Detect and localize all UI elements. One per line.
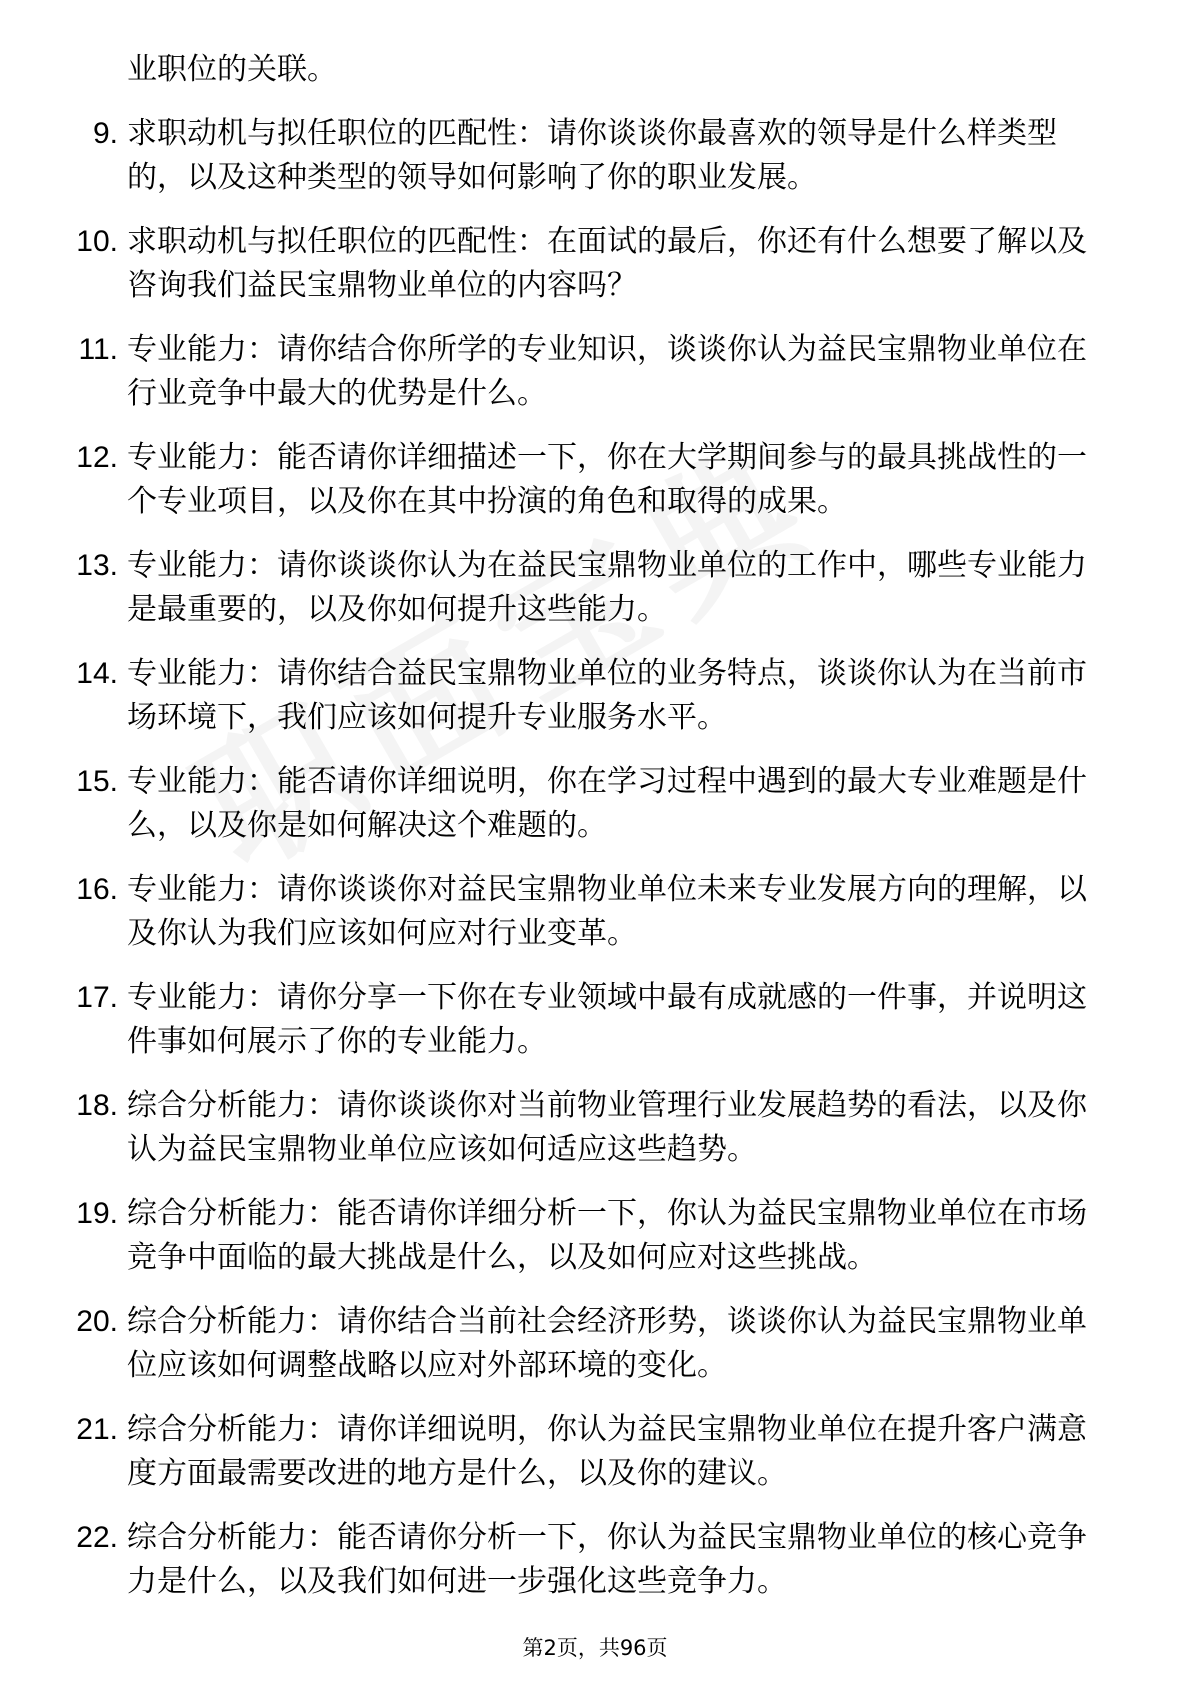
list-item [0, 868, 1190, 956]
item-text: 专业能力：请你谈谈你对益民宝鼎物业单位未来专业发展方向的理解，以及你认为我们应该如何应对行业变革。 [127, 872, 1087, 951]
item-text: 综合分析能力：请你详细说明，你认为益民宝鼎物业单位在提升客户满意度方面最需要改进的地方是什么，以及你的建议。 [127, 1412, 1087, 1491]
item-text: 求职动机与拟任职位的匹配性：请你谈谈你最喜欢的领导是什么样类型的，以及这种类型的领导如何影响了你的职业发展。 [127, 116, 1057, 195]
continuation-text: 业职位的关联。 [127, 52, 337, 87]
list-item [0, 1408, 1190, 1496]
list-item [0, 652, 1190, 740]
item-number: 17. [76, 981, 118, 1014]
item-text: 求职动机与拟任职位的匹配性：在面试的最后，你还有什么想要了解以及咨询我们益民宝鼎物业单位的内容吗？ [127, 224, 1087, 303]
list-item [0, 436, 1190, 524]
list-item [0, 1084, 1190, 1172]
item-text: 综合分析能力：能否请你详细分析一下，你认为益民宝鼎物业单位在市场竞争中面临的最大挑战是什么，以及如何应对这些挑战。 [127, 1196, 1087, 1275]
item-number: 11. [78, 333, 118, 366]
item-number: 15. [76, 765, 118, 798]
item-text: 综合分析能力：请你结合当前社会经济形势，谈谈你认为益民宝鼎物业单位应该如何调整战略以应对外部环境的变化。 [127, 1304, 1087, 1383]
list-item [0, 112, 1190, 200]
item-number: 19. [76, 1197, 118, 1230]
list-item [0, 976, 1190, 1064]
list-item [0, 328, 1190, 416]
list-item [0, 760, 1190, 848]
item-text: 专业能力：请你谈谈你认为在益民宝鼎物业单位的工作中，哪些专业能力是最重要的，以及你如何提升这些能力。 [127, 548, 1087, 627]
item-number: 21. [76, 1413, 118, 1446]
item-number: 22. [76, 1521, 118, 1554]
item-number: 16. [76, 873, 118, 906]
page-number-footer: 第2页，共96页 [522, 1636, 668, 1660]
item-number: 13. [76, 549, 118, 582]
item-number: 9. [92, 117, 118, 150]
list-item [0, 220, 1190, 308]
item-text: 专业能力：请你结合益民宝鼎物业单位的业务特点，谈谈你认为在当前市场环境下，我们应该如何提升专业服务水平。 [127, 656, 1087, 735]
list-item [0, 1300, 1190, 1388]
list-item [0, 544, 1190, 632]
item-text: 专业能力：能否请你详细描述一下，你在大学期间参与的最具挑战性的一个专业项目，以及你在其中扮演的角色和取得的成果。 [127, 440, 1087, 519]
item-text: 综合分析能力：能否请你分析一下，你认为益民宝鼎物业单位的核心竞争力是什么，以及我们如何进一步强化这些竞争力。 [127, 1520, 1087, 1599]
item-number: 12. [76, 441, 118, 474]
item-number: 14. [76, 657, 118, 690]
item-text: 专业能力：请你结合你所学的专业知识，谈谈你认为益民宝鼎物业单位在行业竞争中最大的优势是什么。 [127, 332, 1087, 411]
list-item [0, 1192, 1190, 1280]
item-number: 18. [76, 1089, 118, 1122]
item-number: 10. [76, 225, 118, 258]
item-text: 专业能力：请你分享一下你在专业领域中最有成就感的一件事，并说明这件事如何展示了你的专业能力。 [127, 980, 1087, 1059]
list-item [0, 1516, 1190, 1604]
item-text: 综合分析能力：请你谈谈你对当前物业管理行业发展趋势的看法，以及你认为益民宝鼎物业单位应该如何适应这些趋势。 [127, 1088, 1087, 1167]
item-number: 20. [76, 1305, 118, 1338]
item-text: 专业能力：能否请你详细说明，你在学习过程中遇到的最大专业难题是什么，以及你是如何解决这个难题的。 [127, 764, 1087, 843]
question-list [0, 48, 1190, 1624]
